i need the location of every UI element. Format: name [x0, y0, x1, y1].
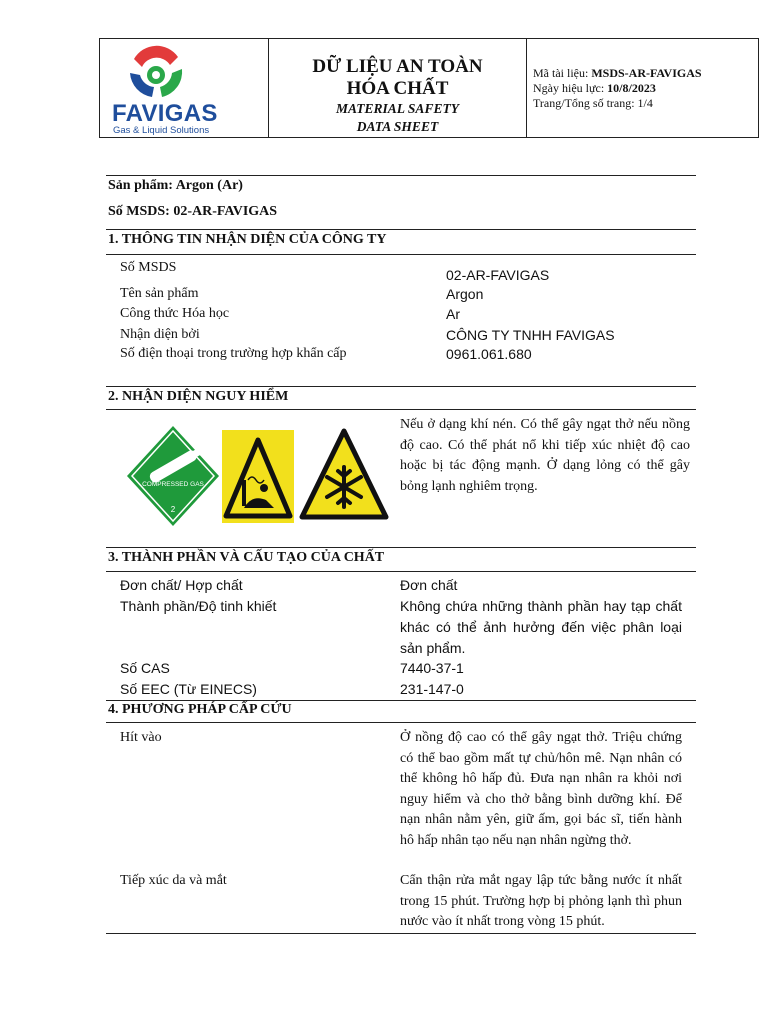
- section-3-label: Số CAS: [120, 660, 170, 676]
- section-3-label: Đơn chất/ Hợp chất: [120, 577, 243, 593]
- divider: [106, 933, 696, 934]
- divider: [106, 409, 696, 410]
- company-logo: [100, 39, 268, 137]
- section-3-value: Không chứa những thành phần hay tạp chất khác có thể ảnh hưởng đến việc phân loại sản phẩm.: [400, 598, 682, 656]
- section-1-label: Số điện thoại trong trường hợp khẩn cấp: [120, 346, 347, 361]
- section-1-value: 0961.061.680: [446, 346, 532, 362]
- title-line-1: DỮ LIỆU AN TOÀN: [312, 56, 483, 77]
- divider: [106, 386, 696, 387]
- doc-code: Mã tài liệu: MSDS-AR-FAVIGAS: [533, 66, 702, 80]
- section-3-title: 3. THÀNH PHẦN VÀ CẤU TẠO CỦA CHẤT: [108, 550, 385, 565]
- section-4-value: Cẩn thận rửa mắt ngay lập tức bằng nước ít nhất trong 15 phút. Trường hợp bị phỏng lạnh thì phun nước vào ít nhất trong vòng 15 phút.: [400, 873, 682, 929]
- title-line-2: HÓA CHẤT: [346, 78, 449, 99]
- section-4-title: 4. PHƯƠNG PHÁP CẤP CỨU: [108, 702, 292, 717]
- effective-date: Ngày hiệu lực: 10/8/2023: [533, 81, 656, 95]
- pictogram-label: COMPRESSED GAS: [142, 481, 204, 488]
- section-1-label: Công thức Hóa học: [120, 306, 230, 321]
- product-name: Sản phẩm: Argon (Ar): [108, 178, 243, 193]
- document-header: [99, 38, 759, 138]
- asphyxiation-warning-icon: [222, 430, 294, 523]
- msds-number: Số MSDS: 02-AR-FAVIGAS: [108, 204, 278, 219]
- subtitle-line-2: DATA SHEET: [356, 119, 439, 134]
- section-1-label: Nhận diện bởi: [120, 327, 200, 342]
- divider: [106, 254, 696, 255]
- cryogenic-warning-icon: [298, 427, 390, 525]
- section-4-label: Hít vào: [120, 730, 162, 745]
- document-title: [269, 39, 526, 137]
- section-1-value: Argon: [446, 286, 484, 302]
- divider: [106, 175, 696, 176]
- section-1-title: 1. THÔNG TIN NHẬN DIỆN CỦA CÔNG TY: [108, 232, 387, 247]
- divider: [106, 571, 696, 572]
- page-count: Trang/Tổng số trang: 1/4: [533, 96, 653, 110]
- section-4-label: Tiếp xúc da và mắt: [120, 873, 227, 888]
- section-1-value: CÔNG TY TNHH FAVIGAS: [446, 327, 615, 343]
- section-3-label: Thành phần/Độ tinh khiết: [120, 598, 277, 614]
- pictogram-number: 2: [170, 505, 176, 514]
- section-1-label: Số MSDS: [120, 260, 177, 275]
- divider: [106, 547, 696, 548]
- section-3-label: Số EEC (Từ EINECS): [120, 681, 257, 697]
- brand-tagline: Gas & Liquid Solutions: [113, 125, 210, 136]
- section-3-value: 7440-37-1: [400, 660, 464, 676]
- subtitle-line-1: MATERIAL SAFETY: [336, 101, 459, 116]
- compressed-gas-diamond-icon: [125, 424, 221, 528]
- brand-name: FAVIGAS: [112, 100, 218, 127]
- section-1-label: Tên sản phẩm: [120, 286, 199, 301]
- divider: [106, 700, 696, 701]
- section-4-value: Ở nồng độ cao có thể gây ngạt thở. Triệu chứng có thể bao gồm mất tự chủ/hôn mê. Nạn nhân có thể không hô hấp đủ. Đưa nạn nhân ra khỏi nơi nguy hiểm và cho thở bằng bình dưỡng khí. Để nạn nhân nằm yên, giữ ấm, gọi bác sĩ, tiến hành hô hấp nhân tạo nếu nạn nhân ngừng thở.: [400, 730, 682, 848]
- section-3-value: 231-147-0: [400, 681, 464, 697]
- section-3-value: Đơn chất: [400, 577, 458, 593]
- divider: [106, 722, 696, 723]
- section-1-value: Ar: [446, 306, 460, 322]
- section-2-title: 2. NHẬN DIỆN NGUY HIỂM: [108, 389, 289, 404]
- hazard-description: Nếu ở dạng khí nén. Có thể gây ngạt thở nếu nồng độ cao. Có thể phát nổ khi tiếp xúc nhiệt độ cao hoặc bị tác động mạnh. Ở dạng lỏng có thể gây bỏng lạnh nghiêm trọng.: [400, 417, 690, 494]
- divider: [106, 229, 696, 230]
- header-divider: [526, 39, 527, 137]
- section-1-value: 02-AR-FAVIGAS: [446, 267, 550, 283]
